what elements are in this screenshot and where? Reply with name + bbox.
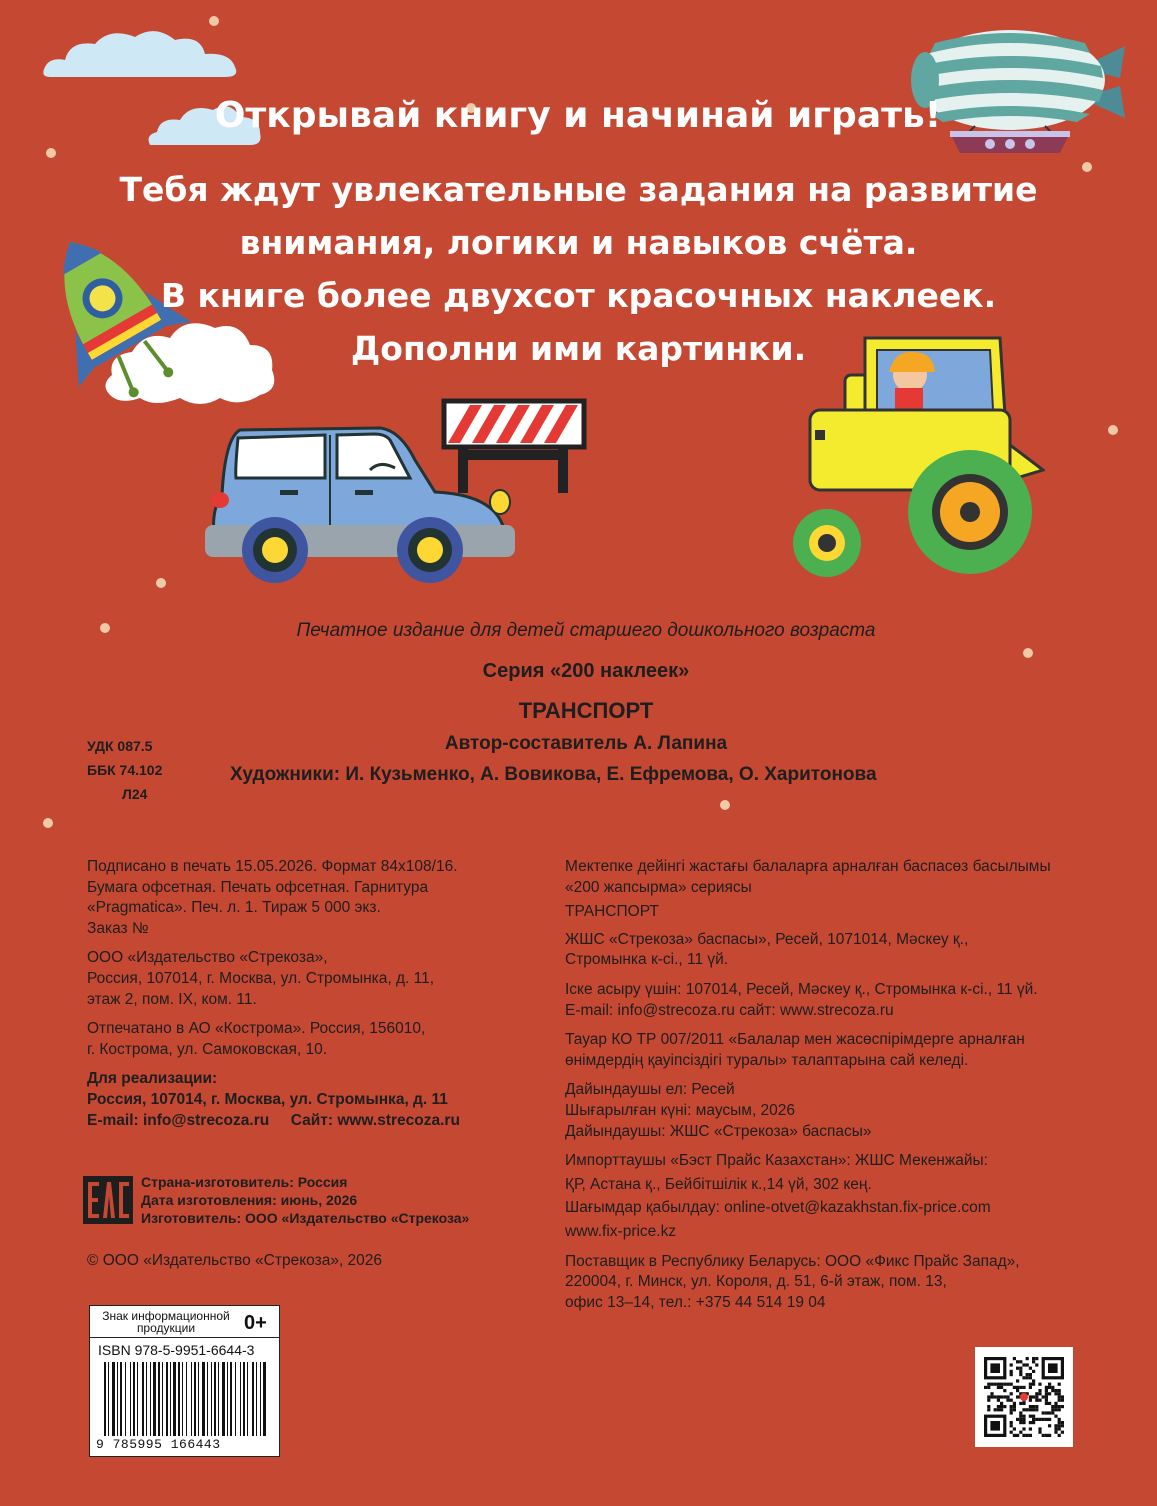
kz-line: Поставщик в Республику Беларусь: ООО «Фикс Прайс Запад»,	[565, 1252, 1020, 1270]
copyright: © ООО «Издательство «Стрекоза», 2026	[87, 1252, 383, 1269]
kz-standard	[565, 1030, 1125, 1071]
bbk-code: ББК 74.102	[87, 762, 163, 778]
imprint-kz	[565, 857, 1125, 1322]
barcode-digits: 9 785995 166443	[96, 1437, 221, 1452]
imprint-line: Подписано в печать 15.05.2026. Формат 84х108/16.	[87, 858, 458, 875]
kz-line: Импорттаушы «Бэст Прайс Казахстан»: ЖШС Мекенжайы:	[565, 1152, 988, 1170]
imprint-line: этаж 2, пом. IX, ком. 11.	[87, 990, 257, 1008]
kz-line: Мектепке дейінгі жастағы балаларға арналған баспасөз басылымы	[565, 858, 1051, 875]
divider	[90, 1337, 279, 1338]
airship-icon	[905, 18, 1135, 158]
hero-title: Открывай книгу и начинай играть!	[214, 95, 942, 136]
kz-line: ТРАНСПОРТ	[565, 903, 659, 921]
kz-line: «200 жапсырма» сериясы	[565, 878, 752, 896]
imprint-signed	[87, 857, 527, 939]
kz-publisher	[565, 930, 1125, 971]
kz-importer	[565, 1151, 1125, 1242]
edition-note: Печатное издание для детей старшего дошкольного возраста	[296, 620, 876, 641]
by-supplier	[565, 1252, 1125, 1314]
eac-mark	[83, 1176, 133, 1224]
imprint-line: E-mail: info@strecoza.ru Сайт: www.strecoza.ru	[87, 1111, 460, 1129]
info-sign-label	[96, 1310, 236, 1334]
car-icon	[200, 420, 520, 585]
kz-line: өнімдердің қауіпсіздігі туралы» талаптарына сай келеді.	[565, 1051, 969, 1069]
kz-line: офис 13–14, тел.: +375 44 514 19 04	[565, 1293, 826, 1311]
kz-line: Іске асыру үшін: 107014, Ресей, Мәскеу қ., Стромынка к-сі., 11 үй.	[565, 980, 1038, 998]
series-label: Серия «200 наклеек»	[482, 660, 690, 682]
kz-line: Шағымдар қабылдау: online-otvet@kazakhstan.fix-price.com	[565, 1199, 991, 1217]
imprint-line: Для реализации:	[87, 1070, 218, 1088]
kz-line: www.fix-price.kz	[565, 1222, 677, 1240]
qr-code	[975, 1347, 1073, 1447]
imprint-publisher	[87, 948, 527, 1010]
kz-line: Тауар КО ТР 007/2011 «Балалар мен жасөспірімдерге арналған	[565, 1031, 1025, 1049]
imprint-line: ООО «Издательство «Стрекоза»,	[87, 949, 328, 967]
info-sign-label-1: Знак информационной	[102, 1309, 230, 1323]
eac-date: Дата изготовления: июнь, 2026	[141, 1192, 358, 1208]
imprint-ru	[87, 857, 527, 1140]
imprint-sale	[87, 1069, 527, 1131]
imprint-line: г. Кострома, ул. Самоковская, 10.	[87, 1040, 328, 1058]
tractor-icon	[785, 330, 1045, 590]
barcode	[102, 1362, 270, 1438]
info-sign-label-2: продукции	[136, 1321, 196, 1335]
qr-code-box	[975, 1347, 1073, 1447]
kz-manufacturer	[565, 1080, 1125, 1142]
age-rating: 0+	[244, 1312, 267, 1334]
kz-edition	[565, 857, 1125, 898]
hero-line-4: Дополни ими картинки.	[350, 329, 807, 368]
kz-line: Стромынка к-сі., 11 үй.	[565, 951, 729, 969]
compiler: Автор-составитель А. Лапина	[444, 733, 728, 754]
imprint-printed	[87, 1019, 527, 1060]
imprint-line: Отпечатано в АО «Кострома». Россия, 156010,	[87, 1020, 426, 1038]
kz-line: Шығарылған күні: маусым, 2026	[565, 1101, 796, 1119]
kz-line: ҚР, Астана қ., Бейбітшілік к.,14 үй, 302 кең.	[565, 1175, 872, 1193]
cloud-icon	[40, 22, 250, 82]
illustrators: Художники: И. Кузьменко, А. Вовикова, Е. Ефремова, О. Харитонова	[230, 764, 877, 785]
imprint-line: Заказ №	[87, 919, 149, 937]
hero-line-3: В книге более двухсот красочных наклеек.	[160, 276, 997, 315]
imprint-line: Бумага офсетная. Печать офсетная. Гарнитура	[87, 878, 429, 896]
kz-title	[565, 902, 1125, 923]
eac-info	[141, 1173, 469, 1227]
eac-manufacturer: Изготовитель: ООО «Издательство «Стрекоза»	[141, 1210, 470, 1226]
isbn: ISBN 978-5-9951-6644-3	[98, 1342, 255, 1358]
imprint-line: Россия, 107014, г. Москва, ул. Стромынка, д. 11	[87, 1090, 448, 1108]
imprint-line: Россия, 107014, г. Москва, ул. Стромынка, д. 11,	[87, 969, 435, 987]
kz-line: 220004, г. Минск, ул. Короля, д. 51, 6-й этаж, пом. 13,	[565, 1273, 947, 1291]
book-title: ТРАНСПОРТ	[518, 698, 654, 723]
kz-sale	[565, 980, 1125, 1021]
barcode-box	[89, 1305, 280, 1457]
kz-line: Дайындаушы ел: Ресей	[565, 1081, 735, 1099]
hero-line-1: Тебя ждут увлекательные задания на развитие	[119, 170, 1038, 209]
udk-code: УДК 087.5	[87, 738, 153, 754]
kz-line: Дайындаушы: ЖШС «Стрекоза» баспасы»	[565, 1122, 872, 1140]
eac-country: Страна-изготовитель: Россия	[141, 1174, 348, 1190]
hero-line-2: внимания, логики и навыков счёта.	[239, 223, 918, 262]
kz-line: ЖШС «Стрекоза» баспасы», Ресей, 1071014, Мәскеу қ.,	[565, 930, 969, 948]
author-mark: Л24	[122, 786, 148, 802]
imprint-line: «Pragmatica». Печ. л. 1. Тираж 5 000 экз.	[87, 899, 381, 917]
kz-line: E-mail: info@strecoza.ru сайт: www.strecoza.ru	[565, 1001, 894, 1019]
